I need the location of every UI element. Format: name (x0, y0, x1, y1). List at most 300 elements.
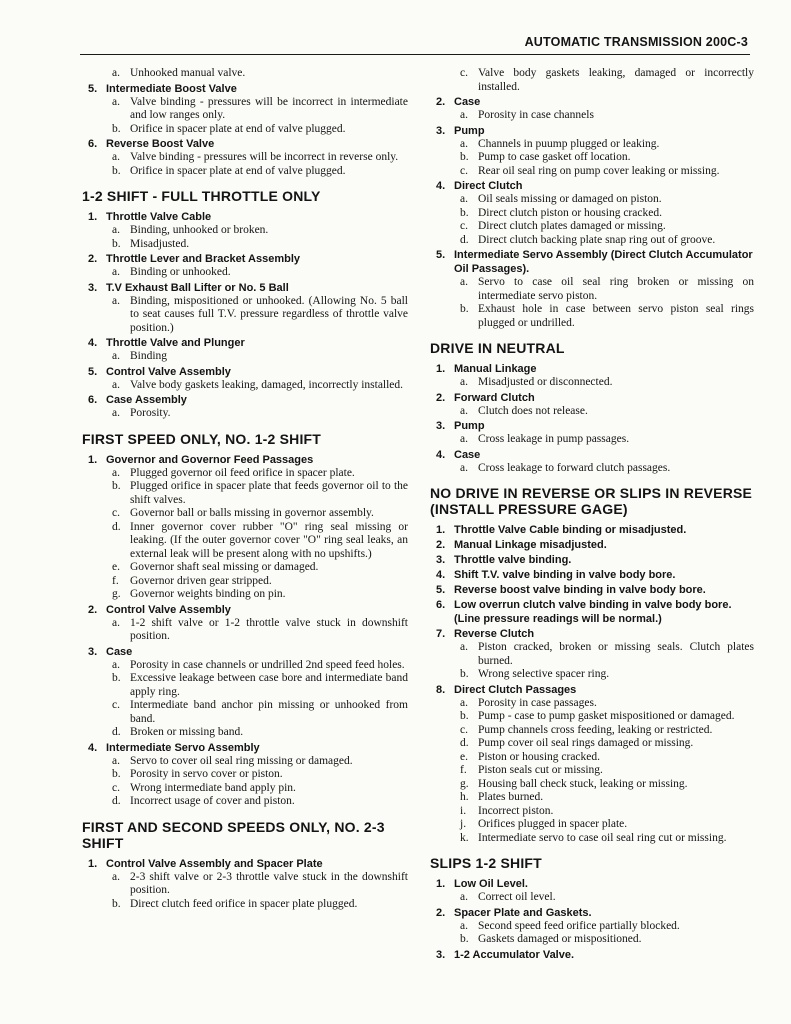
section (82, 819, 408, 912)
item-text: Direct clutch feed orifice in spacer plate plugged. (130, 897, 358, 910)
cause-number: 4. (436, 448, 446, 461)
cause-title: Control Valve Assembly (106, 603, 231, 616)
cause-heading (430, 538, 754, 552)
cause-heading (82, 252, 408, 266)
item-letter: a. (460, 376, 468, 388)
item-letter: g. (460, 777, 469, 790)
cause-heading (430, 248, 754, 276)
item-text: Pump cover oil seal rings damaged or missing. (478, 737, 694, 749)
cause-number: 7. (436, 628, 446, 640)
cause-group (430, 248, 754, 330)
cause-group (430, 67, 754, 94)
item-text: Gaskets damaged or mispositioned. (478, 933, 642, 945)
section (430, 340, 754, 475)
item-letter: d. (112, 795, 121, 807)
cause-heading (430, 906, 754, 920)
item-text: Governor driven gear stripped. (130, 574, 272, 587)
list-item (82, 295, 408, 336)
item-letter: c. (112, 781, 120, 794)
list-item (82, 575, 408, 589)
list-item (430, 764, 754, 778)
item-letter: b. (460, 710, 469, 722)
item-text: Wrong selective spacer ring. (478, 668, 610, 680)
cause-group (82, 252, 408, 280)
cause-number: 1. (88, 453, 98, 466)
list-item (430, 207, 754, 221)
cause-heading (82, 645, 408, 659)
cause-number: 3. (88, 645, 98, 658)
cause-title: Governor and Governor Feed Passages (106, 453, 314, 466)
item-letter: b. (112, 164, 121, 177)
item-letter: e. (460, 750, 468, 763)
item-letter: c. (112, 507, 120, 519)
section-heading: SLIPS 1-2 SHIFT (430, 855, 542, 871)
item-text: Exhaust hole in case between servo piston seal rings plugged or undrilled. (478, 303, 754, 329)
item-text: Governor shaft seal missing or damaged. (130, 561, 319, 573)
cause-group (82, 741, 408, 809)
item-text: Excessive leakage between case bore and intermediate band apply ring. (130, 672, 408, 698)
cause-group (82, 210, 408, 251)
cause-group (430, 391, 754, 419)
cause-heading (430, 583, 754, 597)
item-letter: a. (460, 919, 468, 932)
list-item (82, 480, 408, 507)
cause-number: 2. (436, 96, 446, 108)
item-text: Plates burned. (478, 791, 544, 803)
item-letter: a. (112, 95, 120, 108)
cause-group (82, 393, 408, 421)
cause-title: Control Valve Assembly (106, 365, 231, 378)
item-text: Rear oil seal ring on pump cover leaking or missing. (478, 164, 720, 177)
cause-number: 1. (436, 878, 446, 890)
section (430, 485, 754, 845)
item-text: Inner governor cover rubber "O" ring seal missing or leaking. (If the outer governor cover "O" ring seal leaks, an external leak will be present along with no upshifts.) (130, 520, 408, 560)
cause-group (430, 419, 754, 447)
list-item (82, 561, 408, 575)
item-text: Binding (130, 350, 168, 362)
cause-number: 3. (88, 281, 98, 294)
cause-heading (82, 393, 408, 407)
cause-number: 5. (88, 82, 98, 95)
cause-title: Forward Clutch (454, 391, 535, 404)
cause-heading (430, 448, 754, 462)
list-item (82, 379, 408, 393)
cause-title: Pump (454, 420, 485, 432)
cause-number: 5. (436, 249, 446, 261)
list-item (430, 751, 754, 765)
item-letter: j. (460, 818, 467, 830)
item-letter: a. (460, 276, 468, 288)
section-heading: NO DRIVE IN REVERSE OR SLIPS IN REVERSE (INSTALL PRESSURE GAGE) (430, 485, 753, 517)
cause-heading (430, 553, 754, 567)
item-letter: a. (112, 350, 120, 362)
cause-number: 2. (436, 906, 446, 919)
cause-title: Spacer Plate and Gaskets. (454, 906, 592, 919)
cause-title: Direct Clutch (454, 180, 523, 192)
item-text: Valve binding - pressures will be incorrect in intermediate and low ranges only. (130, 95, 408, 121)
item-text: Wrong intermediate band apply pin. (130, 781, 296, 794)
item-text: Cross leakage in pump passages. (478, 433, 630, 445)
list-item (82, 407, 408, 421)
item-text: 1-2 shift valve or 1-2 throttle valve stuck in downshift position. (130, 616, 408, 642)
cause-title: Pump (454, 124, 485, 137)
cause-heading (82, 82, 408, 96)
list-item (82, 659, 408, 673)
cause-heading (82, 741, 408, 755)
item-letter: a. (112, 407, 120, 419)
list-item (430, 151, 754, 165)
cause-heading (82, 857, 408, 871)
section-heading: FIRST SPEED ONLY, NO. 1-2 SHIFT (82, 430, 322, 447)
list-item (430, 832, 754, 846)
cause-heading (82, 365, 408, 379)
item-letter: c. (460, 164, 468, 177)
cause-title: Shift T.V. valve binding in valve body bore. (454, 569, 676, 581)
cause-group (82, 137, 408, 178)
cause-title: Low Oil Level. (454, 878, 528, 890)
section-heading: 1-2 SHIFT - FULL THROTTLE ONLY (82, 188, 321, 204)
cause-number: 6. (436, 599, 446, 611)
cause-group (430, 948, 754, 962)
item-text: Piston cracked, broken or missing seals. Clutch plates burned. (478, 641, 754, 667)
item-letter: g. (112, 588, 121, 600)
cause-number: 8. (436, 683, 446, 696)
item-letter: b. (460, 668, 469, 680)
cause-number: 6. (88, 394, 98, 406)
list-item (82, 617, 408, 644)
item-text: Misadjusted. (130, 237, 190, 250)
cause-title: 1-2 Accumulator Valve. (454, 948, 575, 961)
item-letter: a. (112, 754, 120, 767)
item-letter: a. (112, 151, 120, 163)
cause-group (430, 95, 754, 123)
cause-group (82, 453, 408, 602)
item-letter: a. (460, 461, 468, 474)
cause-title: Manual Linkage (454, 363, 537, 375)
item-letter: e. (112, 561, 120, 573)
item-text: Direct clutch backing plate snap ring out of groove. (478, 233, 716, 246)
list-item (430, 737, 754, 751)
cause-heading (82, 210, 408, 224)
list-item (82, 672, 408, 699)
cause-title: Intermediate Servo Assembly (106, 741, 260, 754)
cause-number: 2. (436, 391, 446, 404)
item-text: Porosity in case passages. (478, 696, 597, 709)
list-item (430, 303, 754, 330)
item-text: Binding, unhooked or broken. (130, 224, 269, 236)
cause-number: 5. (436, 584, 446, 596)
item-text: Incorrect usage of cover and piston. (130, 795, 295, 807)
item-letter: a. (460, 433, 468, 445)
item-letter: a. (460, 696, 468, 709)
cause-title: Throttle Valve Cable binding or misadjusted. (454, 524, 687, 536)
item-text: 2-3 shift valve or 2-3 throttle valve stuck in the downshift position. (130, 870, 408, 896)
item-text: Valve binding - pressures will be incorrect in reverse only. (130, 151, 399, 163)
cause-heading (430, 627, 754, 641)
list-item (430, 67, 754, 94)
cause-title: Case (454, 448, 481, 461)
cause-number: 3. (436, 420, 446, 432)
item-letter: b. (112, 672, 121, 684)
list-item (82, 726, 408, 740)
list-item (82, 898, 408, 912)
item-letter: c. (112, 699, 120, 711)
item-text: Orifice in spacer plate at end of valve plugged. (130, 164, 346, 177)
cause-heading (430, 124, 754, 138)
item-text: Intermediate band anchor pin missing or unhooked from band. (130, 699, 408, 725)
item-text: Incorrect piston. (478, 804, 554, 817)
cause-number: 2. (436, 539, 446, 551)
item-letter: a. (112, 224, 120, 236)
list-item (430, 778, 754, 792)
list-item (82, 507, 408, 521)
item-text: Pump channels cross feeding, leaking or restricted. (478, 723, 713, 736)
item-letter: a. (460, 109, 468, 121)
item-letter: b. (112, 897, 121, 910)
cause-number: 1. (88, 857, 98, 870)
item-letter: b. (112, 237, 121, 250)
cause-title: T.V Exhaust Ball Lifter or No. 5 Ball (106, 281, 289, 294)
list-item (430, 220, 754, 234)
item-text: Pump to case gasket off location. (478, 151, 631, 163)
item-letter: a. (112, 658, 120, 671)
left-column (82, 67, 408, 913)
item-letter: a. (460, 641, 468, 653)
list-item (430, 805, 754, 819)
cause-group (430, 179, 754, 247)
cause-number: 2. (88, 603, 98, 616)
list-item (430, 668, 754, 682)
item-letter: k. (460, 831, 469, 844)
cause-group (82, 603, 408, 644)
cause-group (430, 627, 754, 682)
cause-heading (82, 281, 408, 295)
cause-heading (82, 336, 408, 350)
list-item (430, 405, 754, 419)
item-text: Housing ball check stuck, leaking or missing. (478, 777, 688, 790)
cause-title: Case Assembly (106, 394, 187, 406)
cause-heading (430, 568, 754, 582)
cause-heading (430, 877, 754, 891)
item-text: Misadjusted or disconnected. (478, 376, 613, 388)
cause-title: Direct Clutch Passages (454, 683, 577, 696)
list-item (82, 467, 408, 481)
item-text: Plugged orifice in spacer plate that feeds governor oil to the shift valves. (130, 480, 408, 506)
cause-group (82, 365, 408, 393)
item-letter: a. (112, 266, 120, 278)
item-text: Governor weights binding on pin. (130, 588, 286, 600)
cause-title: Intermediate Boost Valve (106, 82, 237, 95)
cause-title: Reverse Clutch (454, 628, 535, 640)
cause-number: 1. (88, 211, 98, 223)
cause-heading (430, 598, 754, 626)
list-item (82, 350, 408, 364)
item-text: Porosity in case channels or undrilled 2nd speed feed holes. (130, 658, 405, 671)
item-letter: c. (460, 723, 468, 736)
item-text: Broken or missing band. (130, 726, 244, 738)
list-item (430, 109, 754, 123)
cause-heading (430, 362, 754, 376)
item-letter: a. (112, 67, 120, 79)
section (82, 188, 408, 421)
header-title: AUTOMATIC TRANSMISSION 200C-3 (524, 35, 748, 49)
list-item (430, 234, 754, 248)
item-text: Clutch does not release. (478, 404, 588, 417)
item-text: Oil seals missing or damaged on piston. (478, 193, 662, 205)
list-item (82, 755, 408, 769)
item-text: Orifice in spacer plate at end of valve plugged. (130, 122, 346, 135)
cause-title: Reverse boost valve binding in valve body bore. (454, 584, 706, 596)
section (430, 855, 754, 962)
item-text: Plugged governor oil feed orifice in spacer plate. (130, 466, 355, 479)
item-letter: b. (460, 303, 469, 315)
list-item (430, 920, 754, 934)
list-item (82, 165, 408, 179)
cause-group (430, 877, 754, 905)
cause-title: Control Valve Assembly and Spacer Plate (106, 857, 323, 870)
item-text: Porosity in servo cover or piston. (130, 768, 283, 780)
cause-title: Low overrun clutch valve binding in valve body bore. (Line pressure readings will be normal.) (454, 599, 732, 625)
item-letter: b. (112, 122, 121, 135)
cause-heading (82, 603, 408, 617)
list-item (430, 138, 754, 152)
cause-title: Throttle Lever and Bracket Assembly (106, 253, 300, 265)
cause-title: Intermediate Servo Assembly (Direct Clutch Accumulator Oil Passages). (454, 249, 753, 275)
item-letter: i. (460, 804, 467, 817)
item-letter: d. (460, 737, 469, 749)
list-item (82, 588, 408, 602)
item-text: Second speed feed orifice partially blocked. (478, 919, 680, 932)
list-item (430, 891, 754, 905)
item-text: Channels in puump plugged or leaking. (478, 137, 660, 150)
item-text: Intermediate servo to case oil seal ring cut or missing. (478, 831, 727, 844)
item-letter: f. (112, 574, 119, 587)
cause-number: 4. (436, 180, 446, 192)
cause-title: Case (454, 96, 481, 108)
list-item (430, 697, 754, 711)
item-text: Unhooked manual valve. (130, 67, 246, 79)
cause-group (430, 538, 754, 552)
cause-group (82, 67, 408, 81)
item-text: Direct clutch piston or housing cracked. (478, 206, 662, 219)
item-text: Valve body gaskets leaking, damaged, incorrectly installed. (130, 378, 404, 391)
cause-number: 3. (436, 948, 446, 961)
cause-heading (430, 179, 754, 193)
item-letter: b. (460, 151, 469, 163)
list-item (82, 699, 408, 726)
item-text: Pump - case to pump gasket mispositioned or damaged. (478, 710, 735, 722)
list-item (82, 266, 408, 280)
list-item (430, 710, 754, 724)
section (82, 431, 408, 809)
cause-group (430, 598, 754, 626)
item-letter: b. (112, 768, 121, 780)
item-letter: a. (460, 137, 468, 150)
list-item (82, 238, 408, 252)
list-item (430, 818, 754, 832)
cause-title: Throttle Valve and Plunger (106, 337, 245, 349)
section (82, 67, 408, 178)
list-item (430, 276, 754, 303)
item-text: Binding or unhooked. (130, 266, 231, 278)
list-item (82, 521, 408, 562)
cause-group (82, 857, 408, 912)
item-text: Valve body gaskets leaking, damaged or incorrectly installed. (478, 67, 754, 93)
item-text: Piston seals cut or missing. (478, 764, 603, 776)
cause-heading (82, 453, 408, 467)
item-text: Cross leakage to forward clutch passages. (478, 461, 671, 474)
item-letter: h. (460, 791, 469, 803)
item-text: Direct clutch plates damaged or missing. (478, 220, 666, 232)
item-letter: b. (460, 933, 469, 945)
cause-heading (430, 419, 754, 433)
cause-group (82, 281, 408, 336)
cause-number: 1. (436, 363, 446, 375)
list-item (82, 224, 408, 238)
list-item (430, 165, 754, 179)
item-letter: a. (112, 378, 120, 391)
cause-group (430, 448, 754, 476)
page-header (80, 33, 750, 55)
cause-heading (430, 95, 754, 109)
cause-group (430, 553, 754, 567)
list-item (430, 376, 754, 390)
list-item (430, 724, 754, 738)
item-text: Porosity. (130, 407, 171, 419)
list-item (82, 782, 408, 796)
item-letter: a. (460, 193, 468, 205)
cause-title: Throttle valve binding. (454, 554, 572, 566)
list-item (82, 67, 408, 81)
cause-group (430, 906, 754, 947)
cause-number: 4. (88, 337, 98, 349)
cause-number: 4. (88, 741, 98, 754)
cause-title: Case (106, 645, 133, 658)
cause-group (430, 683, 754, 846)
right-column (430, 67, 754, 964)
item-text: Governor ball or balls missing in governor assembly. (130, 507, 374, 519)
item-letter: c. (460, 220, 468, 232)
cause-number: 2. (88, 253, 98, 265)
item-letter: a. (112, 294, 120, 307)
cause-number: 3. (436, 554, 446, 566)
cause-group (430, 583, 754, 597)
list-item (82, 768, 408, 782)
cause-heading (430, 391, 754, 405)
list-item (82, 96, 408, 123)
item-letter: c. (460, 67, 468, 79)
item-letter: d. (460, 233, 469, 246)
list-item (430, 433, 754, 447)
cause-group (82, 82, 408, 137)
cause-group (430, 568, 754, 582)
cause-title: Manual Linkage misadjusted. (454, 539, 607, 551)
section-heading: FIRST AND SECOND SPEEDS ONLY, NO. 2-3 SHIFT (82, 818, 385, 851)
item-text: Servo to cover oil seal ring missing or damaged. (130, 754, 353, 767)
item-text: Orifices plugged in spacer plate. (478, 818, 628, 830)
cause-number: 4. (436, 569, 446, 581)
list-item (82, 151, 408, 165)
cause-heading (82, 137, 408, 151)
list-item (82, 123, 408, 137)
cause-number: 5. (88, 365, 98, 378)
cause-title: Throttle Valve Cable (106, 211, 212, 223)
list-item (430, 462, 754, 476)
item-text: Porosity in case channels (478, 109, 594, 121)
cause-number: 1. (436, 524, 446, 536)
section-heading: DRIVE IN NEUTRAL (430, 340, 565, 356)
item-letter: b. (112, 480, 121, 492)
